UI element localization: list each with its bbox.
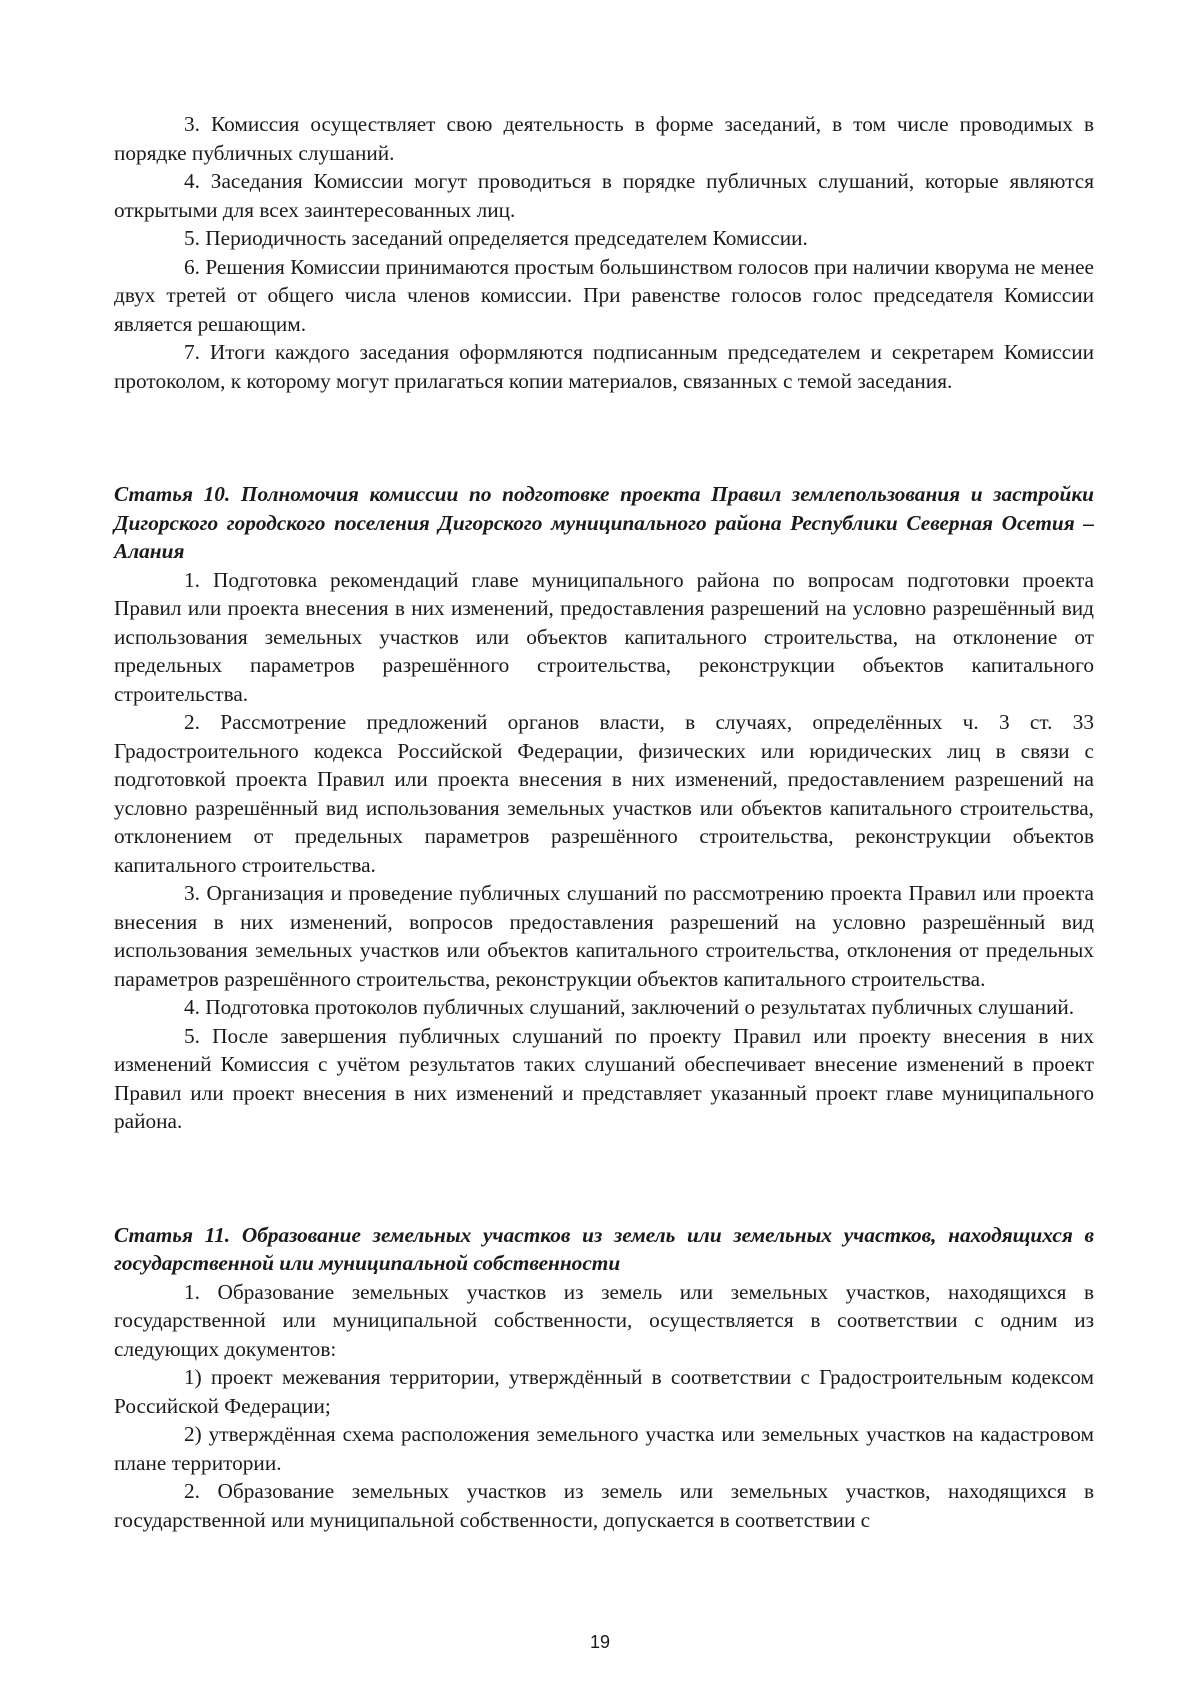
paragraph-meeting-frequency: 5. Периодичность заседаний определяется председателем Комиссии.: [184, 226, 808, 250]
article-10-item-2: 2. Рассмотрение предложений органов власти, в случаях, определённых ч. 3 ст. 33 Градостроительного кодекса Российской Федерации, физических или юридических лиц в связи с подготовкой проекта Правил или проекта внесения в них изменений, предоставлением разрешений на условно разрешённый вид использования земельных участков или объектов капитального строительства, отклонением от предельных параметров разрешённого строительства, реконструкции объектов капитального строительства.: [114, 710, 1094, 877]
paragraph-decisions-quorum: 6. Решения Комиссии принимаются простым большинством голосов при наличии кворума не менее двух третей от общего числа членов комиссии. При равенстве голосов голос председателя Комиссии является решающим.: [114, 254, 1094, 336]
page-number: 19: [589, 1632, 611, 1652]
article-11-subitem-1: 1) проект межевания территории, утверждённый в соответствии с Градостроительным кодексом Российской Федерации;: [114, 1365, 1094, 1418]
article-11-heading: Статья 11. Образование земельных участков из земель или земельных участков, находящихся в государственной или муниципальной собственности: [114, 1222, 1094, 1275]
article-10-item-1: 1. Подготовка рекомендаций главе муниципального района по вопросам подготовки проекта Правил или проекта внесения в них изменений, предоставления разрешений на условно разрешённый вид использования земельных участков или объектов капитального строительства, на отклонение от предельных параметров разрешённого строительства, реконструкции объектов капитального строительства.: [114, 567, 1094, 706]
paragraph-commission-form: 3. Комиссия осуществляет свою деятельность в форме заседаний, в том числе проводимых в порядке публичных слушаний.: [114, 112, 1094, 165]
paragraph-public-hearings: 4. Заседания Комиссии могут проводиться в порядке публичных слушаний, которые являются открытыми для всех заинтересованных лиц.: [114, 169, 1094, 222]
section-spacer: [114, 395, 1094, 480]
article-10-heading: Статья 10. Полномочия комиссии по подготовке проекта Правил землепользования и застройки Дигорского городского поселения Дигорского муниципального района Республики Северная Осетия – Алания: [114, 482, 1094, 563]
article-11-item-1: 1. Образование земельных участков из земель или земельных участков, находящихся в государственной или муниципальной собственности, осуществляется в соответствии с одним из следующих документов:: [114, 1279, 1094, 1361]
paragraph-meeting-protocol: 7. Итоги каждого заседания оформляются подписанным председателем и секретарем Комиссии протоколом, к которому могут прилагаться копии материалов, связанных с темой заседания.: [114, 340, 1094, 393]
article-10-item-3: 3. Организация и проведение публичных слушаний по рассмотрению проекта Правил или проекта внесения в них изменений, вопросов предоставления разрешений на условно разрешённый вид использования земельных участков или объектов капитального строительства, отклонения от предельных параметров разрешённого строительства, реконструкции объектов капитального строительства.: [114, 881, 1094, 991]
article-10-item-5: 5. После завершения публичных слушаний по проекту Правил или проекту внесения в них изменений Комиссия с учётом результатов таких слушаний обеспечивает внесение изменений в проект Правил или проект внесения в них изменений и представляет указанный проект главе муниципального района.: [114, 1023, 1094, 1133]
article-10-item-4: 4. Подготовка протоколов публичных слушаний, заключений о результатах публичных слушаний.: [184, 995, 1075, 1019]
article-11-item-2: 2. Образование земельных участков из земель или земельных участков, находящихся в государственной или муниципальной собственности, допускается в соответствии с: [114, 1479, 1094, 1532]
document-page: [114, 110, 1094, 1534]
article-11-subitem-2: 2) утверждённая схема расположения земельного участка или земельных участков на кадастровом плане территории.: [114, 1422, 1094, 1475]
section-spacer: [114, 1136, 1094, 1221]
